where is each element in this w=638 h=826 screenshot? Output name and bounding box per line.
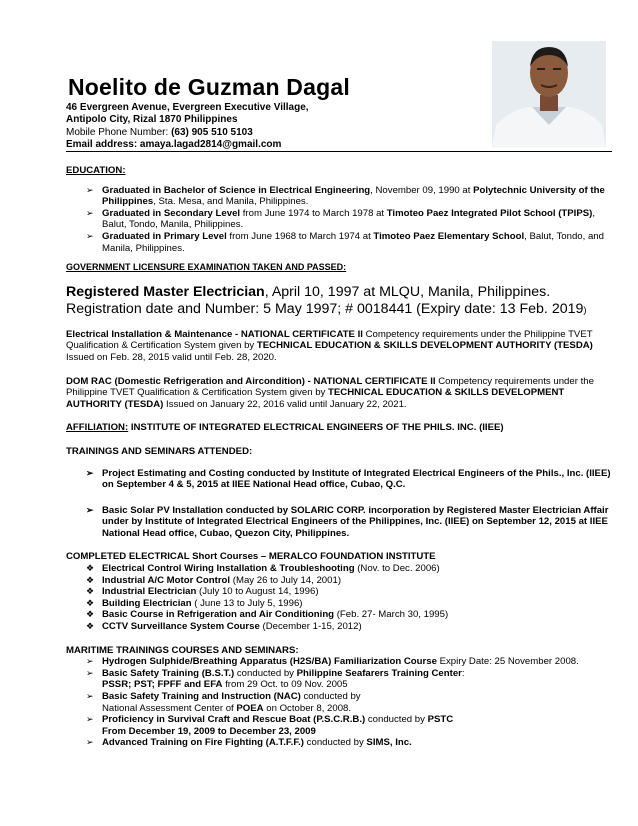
phone-label: Mobile Phone Number: [66,126,172,138]
email-address: amaya.lagad2814@gmail.com [139,139,282,151]
meralco-heading: COMPLETED ELECTRICAL Short Courses – MERALCO FOUNDATION INSTITUTE [66,551,436,563]
license-title-line: Registered Master Electrician, April 10, 1997 at MLQU, Manila, Philippines. [66,283,551,300]
list-item: ➢ Basic Solar PV Installation conducted by SOLARIC CORP. incorporation by Registered Master Electrician Affair under by Institute of Integrated Electrical Engineers of the Philippines, Inc. (IIEE) on September 12, 2015 at IIEE National Head office, Cubao, Quezon City, Philippines. [86,504,609,539]
header-divider [66,151,612,152]
education-heading: EDUCATION: [66,165,126,176]
diamond-bullet-icon: ❖ [86,597,95,608]
trainings-heading: TRAININGS AND SEMINARS ATTENDED: [66,445,253,457]
diamond-bullet-icon: ❖ [86,586,95,597]
phone-line [66,127,309,139]
maritime-list [66,656,614,749]
arrow-bullet-icon: ➢ [86,504,94,515]
list-item: ➢ Graduated in Primary Level from June 1968 to March 1974 at Timoteo Paez Elementary School, Balut, Tondo, and Manila, Philippines. [86,230,604,254]
contact-block [66,102,309,152]
phone-number: (63) 905 510 5103 [171,126,253,138]
diamond-bullet-icon: ❖ [86,621,95,632]
list-item: ➢ Graduated in Secondary Level from June 1974 to March 1978 at Timoteo Paez Integrated Pilot School (TPIPS), Balut, Tondo, Manila, Philippines. [86,207,596,231]
address-line-1: 46 Evergreen Avenue, Evergreen Executive Village, [66,102,309,113]
licensure-heading: GOVERNMENT LICENSURE EXAMINATION TAKEN AND PASSED: [66,262,347,273]
diamond-bullet-icon: ❖ [86,609,95,620]
arrow-bullet-icon: ➢ [86,714,94,725]
resume-body [66,165,614,749]
meralco-list [66,563,614,633]
registration-line: Registration date and Number: 5 May 1997; # 0018441 (Expiry date: 13 Feb. 2019) [66,300,587,317]
profile-photo [492,41,606,148]
education-list [66,185,614,255]
arrow-bullet-icon: ➢ [86,737,94,748]
applicant-name: Noelito de Guzman Dagal [68,74,350,100]
arrow-bullet-icon: ➢ [86,207,94,218]
diamond-bullet-icon: ❖ [86,563,95,574]
list-item: ❖ Building Electrician ( June 13 to July 5, 1996) [86,597,303,609]
arrow-bullet-icon: ➢ [86,667,94,678]
arrow-bullet-icon: ➢ [86,656,94,667]
list-item: ➢ Basic Safety Training (B.S.T.) conducted by Philippine Seafarers Training Center: PSSR; PST; FPFF and EFA from 29 Oct. to 09 Nov. 2005 [86,667,465,691]
list-item: ❖ Industrial A/C Motor Control (May 26 to July 14, 2001) [86,574,342,586]
list-item: ❖ Industrial Electrician (July 10 to August 14, 1996) [86,586,319,598]
list-item: ❖ Electrical Control Wiring Installation & Troubleshooting (Nov. to Dec. 2006) [86,563,440,575]
list-item: ➢ Basic Safety Training and Instruction (NAC) conducted by National Assessment Center of POEA on October 8, 2008. [86,691,361,714]
arrow-bullet-icon: ➢ [86,184,94,195]
affiliation-line: AFFILIATION: INSTITUTE OF INTEGRATED ELECTRICAL ENGINEERS OF THE PHILS. INC. (IIEE) [66,422,504,434]
diamond-bullet-icon: ❖ [86,574,95,585]
list-item: ➢ Hydrogen Sulphide/Breathing Apparatus (H2S/BA) Familiarization Course Expiry Date: 25 November 2008. [86,656,579,668]
list-item: ❖ Basic Course in Refrigeration and Air Conditioning (Feb. 27- March 30, 1995) [86,609,449,621]
email-line [66,139,309,151]
list-item: ❖ CCTV Surveillance System Course (December 1-15, 2012) [86,621,362,633]
list-item: ➢ Proficiency in Survival Craft and Rescue Boat (P.S.C.R.B.) conducted by PSTC From December 19, 2009 to December 23, 2009 [86,714,454,737]
trainings-list [66,468,614,540]
list-item: ➢ Graduated in Bachelor of Science in Electrical Engineering, November 09, 1990 at Polytechnic University of the Philippines, Sta. Mesa, and Manila, Philippines. [86,184,605,208]
address-line-2: Antipolo City, Rizal 1870 Philippines [66,114,238,126]
national-certificate-2: DOM RAC (Domestic Refrigeration and Aircondition) - NATIONAL CERTIFICATE II Competency requirements under the Philippine TVET Qualification & Certification System given by TECHNICAL EDUCATION & SKILLS DEVELOPMENT AUTHORITY (TESDA) Issued on January 22, 2016 valid until January 22, 2021. [66,375,594,410]
email-label: Email address: [66,139,140,151]
list-item: ➢ Project Estimating and Costing conducted by Institute of Integrated Electrical Engineers of the Phils., Inc. (IIEE) on September 4 & 5, 2015 at IIEE National Head office, Cubao, Q.C. [86,467,611,491]
list-item: ➢ Advanced Training on Fire Fighting (A.T.F.F.) conducted by SIMS, Inc. [86,737,412,749]
national-certificate-1: Electrical Installation & Maintenance - NATIONAL CERTIFICATE II Competency requirements under the Philippine TVET Qualification & Certification System given by TECHNICAL EDUCATION & SKILLS DEVELOPMENT AUTHORITY (TESDA) Issued on Feb. 28, 2015 valid until Feb. 28, 2020. [66,328,593,363]
arrow-bullet-icon: ➢ [86,691,94,701]
arrow-bullet-icon: ➢ [86,230,94,241]
arrow-bullet-icon: ➢ [86,467,94,478]
maritime-heading: MARITIME TRAININGS COURSES AND SEMINARS: [66,644,299,656]
